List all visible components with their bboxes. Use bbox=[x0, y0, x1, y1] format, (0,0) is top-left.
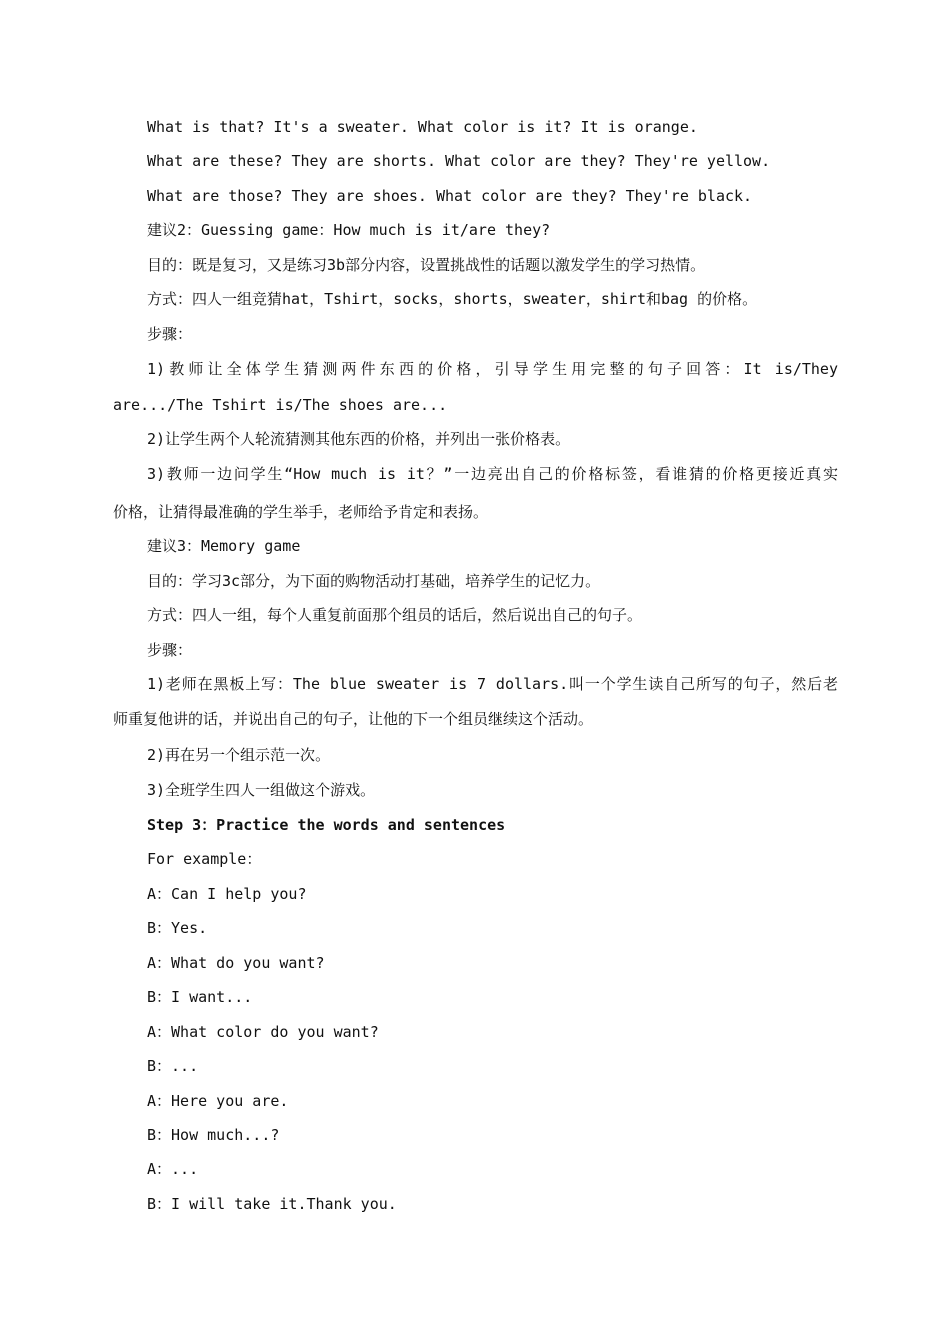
step-heading: Step 3：Practice the words and sentences bbox=[147, 816, 506, 834]
dialogue-line: B：How much...? bbox=[147, 1126, 280, 1144]
dialogue-line: B：I will take it.Thank you. bbox=[147, 1195, 397, 1213]
text-line: are.../The Tshirt is/The shoes are... bbox=[113, 396, 448, 414]
dialogue-line: A：Can I help you? bbox=[147, 885, 307, 903]
text-line: What is that? It's a sweater. What color is it? It is orange. bbox=[147, 118, 698, 136]
suggestion-heading: 建议3：Memory game bbox=[147, 537, 301, 555]
text-line: 目的：既是复习，又是练习3b部分内容，设置挑战性的话题以激发学生的学习热情。 bbox=[147, 256, 706, 274]
suggestion-heading: 建议2：Guessing game：How much is it/are they? bbox=[147, 221, 551, 239]
text-line: What are those? They are shoes. What color are they? They're black. bbox=[147, 187, 753, 205]
text-line: 3)全班学生四人一组做这个游戏。 bbox=[147, 781, 376, 799]
dialogue-line: A：... bbox=[147, 1160, 199, 1178]
dialogue-line: B：Yes. bbox=[147, 919, 208, 937]
text-line: 价格，让猜得最准确的学生举手，老师给予肯定和表扬。 bbox=[113, 503, 489, 521]
dialogue-line: B：... bbox=[147, 1057, 199, 1075]
dialogue-line: B：I want... bbox=[147, 988, 253, 1006]
dialogue-line: A：What color do you want? bbox=[147, 1023, 379, 1041]
text-line: 3)教师一边问学生“How much is it？”一边亮出自己的价格标签，看谁猜的价格更接近真实 bbox=[147, 465, 838, 483]
text-line: For example： bbox=[147, 850, 262, 868]
dialogue-line: A：Here you are. bbox=[147, 1092, 289, 1110]
text-line: 师重复他讲的话，并说出自己的句子，让他的下一个组员继续这个活动。 bbox=[113, 710, 594, 728]
text-line: 目的：学习3c部分，为下面的购物活动打基础，培养学生的记忆力。 bbox=[147, 572, 601, 590]
text-line: 1)老师在黑板上写：The blue sweater is 7 dollars.叫一个学生读自己所写的句子，然后老 bbox=[147, 675, 838, 693]
text-line: 步骤： bbox=[147, 641, 193, 659]
text-line: 2)再在另一个组示范一次。 bbox=[147, 746, 331, 764]
dialogue-line: A：What do you want? bbox=[147, 954, 325, 972]
text-line: 方式：四人一组竞猜hat，Tshirt，socks，shorts，sweater，shirt和bag 的价格。 bbox=[147, 290, 758, 308]
text-line: 2)让学生两个人轮流猜测其他东西的价格，并列出一张价格表。 bbox=[147, 430, 571, 448]
text-line: 1)教师让全体学生猜测两件东西的价格，引导学生用完整的句子回答：It is/They bbox=[147, 360, 838, 378]
text-line: 方式：四人一组，每个人重复前面那个组员的话后，然后说出自己的句子。 bbox=[147, 606, 643, 624]
text-line: What are these? They are shorts. What color are they? They're yellow. bbox=[147, 152, 771, 170]
text-line: 步骤： bbox=[147, 325, 193, 343]
